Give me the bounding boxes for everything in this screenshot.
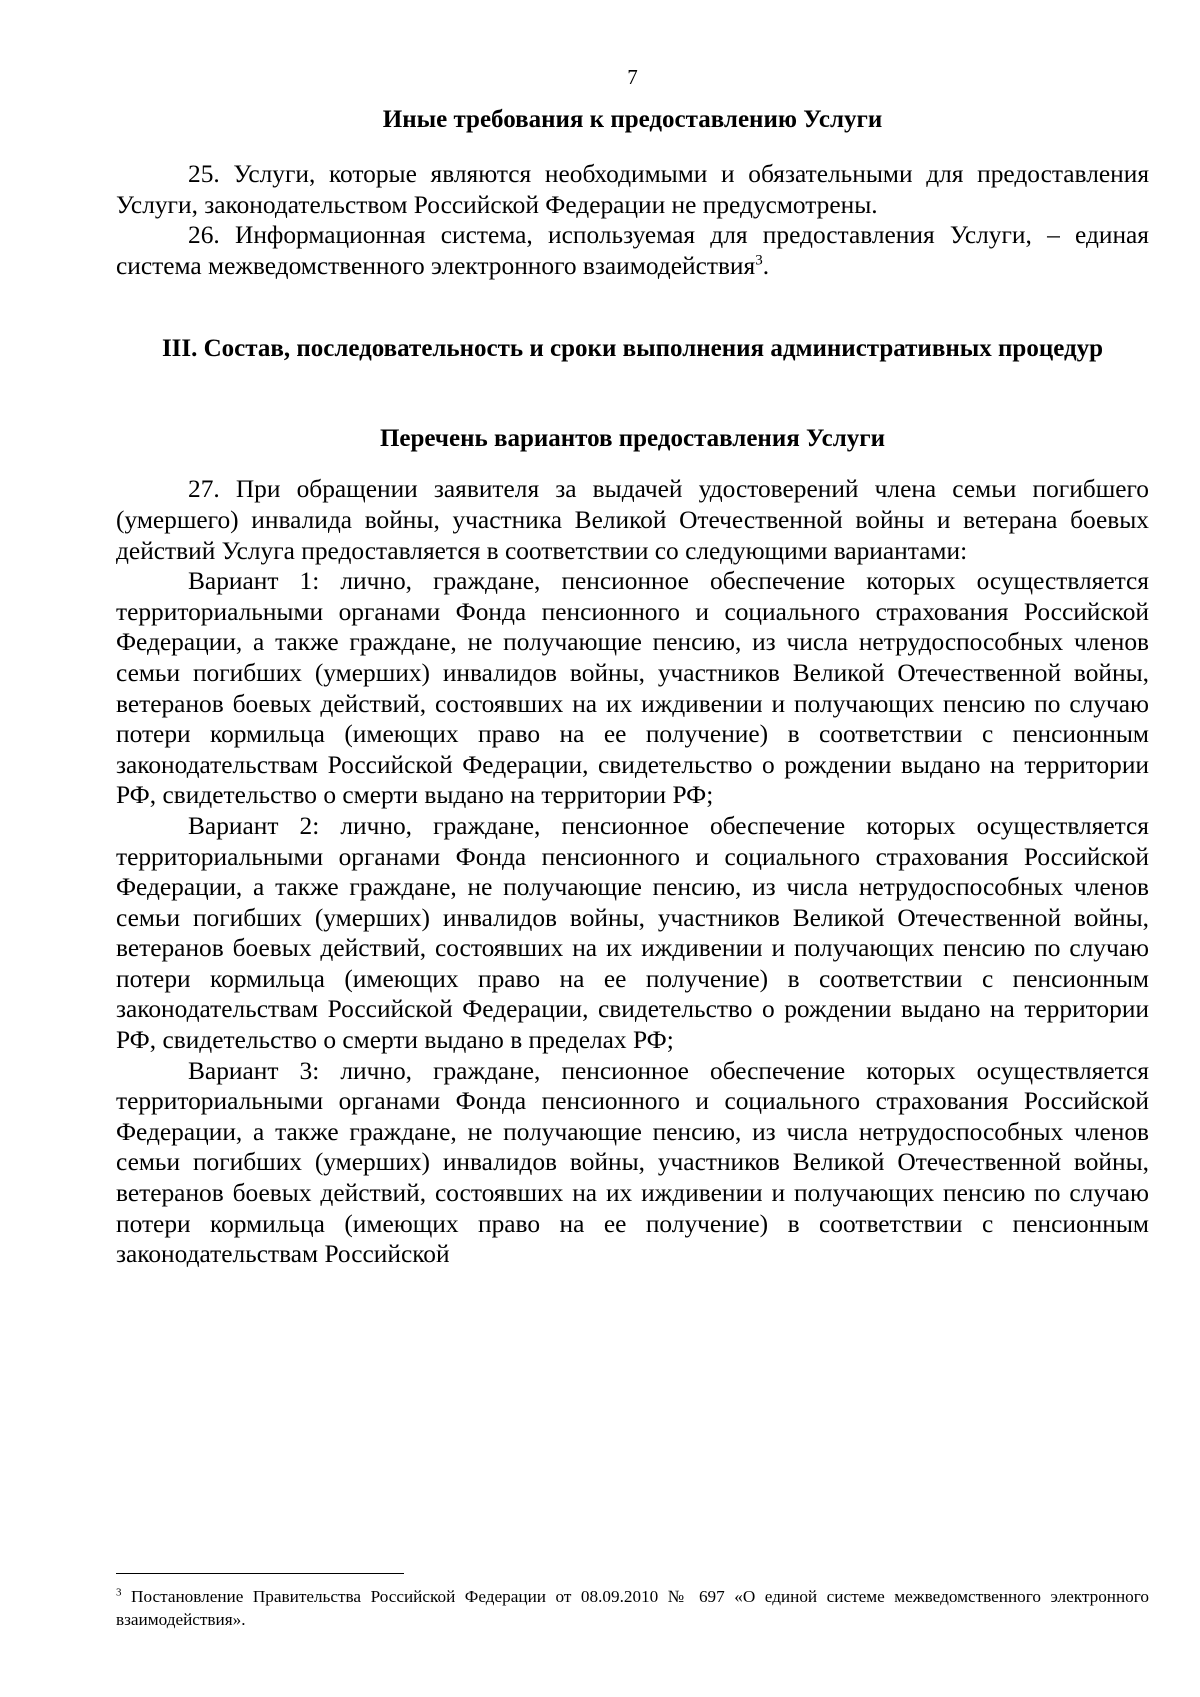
paragraph-25: 25. Услуги, которые являются необходимыми и обязательными для предоставления Услуги, законодательством Российской Федерации не предусмотрены. [116,160,1149,219]
variant-3: Вариант 3: лично, граждане, пенсионное обеспечение которых осуществляется территориальными органами Фонда пенсионного и социального страхования Российской Федерации, а также граждане, не получающие пенсию, из числа нетрудоспособных членов семьи погибших (умерших) инвалидов войны, участников Великой Отечественной войны, ветеранов боевых действий, состоявших на их иждивении и получающих пенсию по случаю потери кормильца (имеющих право на ее получение) в соответствии с пенсионным законодательствам Российской [116,1056,1149,1269]
footnote-reference: 3 [755,252,763,269]
footnote-number: 3 [116,1586,122,1599]
paragraph-26 [116,220,1149,281]
paragraph-26-text: 26. Информационная система, используемая для предоставления Услуги, – единая система межведомственного электронного взаимодействия [116,221,1149,280]
heading-other-requirements: Иные требования к предоставлению Услуги [382,106,883,133]
paragraph-27: 27. При обращении заявителя за выдачей удостоверений члена семьи погибшего (умершего) инвалида войны, участника Великой Отечественной войны и ветерана боевых действий Услуга предоставляется в соответствии со следующими вариантами: [116,475,1149,565]
heading-variants: Перечень вариантов предоставления Услуги [379,425,886,453]
footnote-separator [116,1573,404,1574]
footnote-text: Постановление Правительства Российской Федерации от 08.09.2010 № 697 «О единой системе межведомственного электронного взаимодействия». [116,1587,1149,1629]
paragraph-26-end: . [762,251,770,280]
page-number: 7 [627,65,638,89]
section-3-heading: III. Состав, последовательность и сроки выполнения административных процедур [161,335,1104,363]
variant-2: Вариант 2: лично, граждане, пенсионное обеспечение которых осуществляется территориальными органами Фонда пенсионного и социального страхования Российской Федерации, а также граждане, не получающие пенсию, из числа нетрудоспособных членов семьи погибших (умерших) инвалидов войны, участников Великой Отечественной войны, ветеранов боевых действий, состоявших на их иждивении и получающих пенсию по случаю потери кормильца (имеющих право на ее получение) в соответствии с пенсионным законодательствам Российской Федерации, свидетельство о рождении выдано на территории РФ, свидетельство о смерти выдано в пределах РФ; [116,811,1149,1055]
variant-1: Вариант 1: лично, граждане, пенсионное обеспечение которых осуществляется территориальными органами Фонда пенсионного и социального страхования Российской Федерации, а также граждане, не получающие пенсию, из числа нетрудоспособных членов семьи погибших (умерших) инвалидов войны, участников Великой Отечественной войны, ветеранов боевых действий, состоявших на их иждивении и получающих пенсию по случаю потери кормильца (имеющих право на ее получение) в соответствии с пенсионным законодательствам Российской Федерации, свидетельство о рождении выдано на территории РФ, свидетельство о смерти выдано на территории РФ; [116,567,1149,810]
document-page [116,62,1149,1270]
footnote [116,1585,1149,1631]
